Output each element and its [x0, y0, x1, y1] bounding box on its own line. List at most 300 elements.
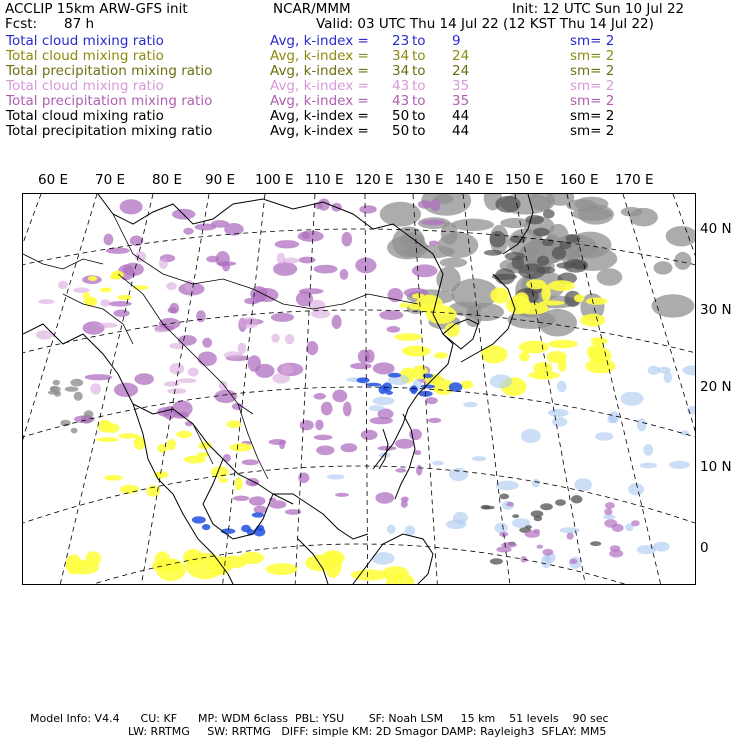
shading-cell [220, 556, 248, 569]
shading-cell [604, 519, 617, 528]
avg-kindex-label: Avg, k-index = [270, 63, 369, 79]
shading-cell [176, 431, 192, 438]
shading-cell [531, 510, 544, 517]
shading-cell [90, 383, 101, 394]
shading-cell [164, 381, 180, 386]
shading-cell [314, 435, 333, 441]
shading-cell [525, 530, 540, 537]
shading-cell [70, 560, 99, 574]
field-name: Total cloud mixing ratio [6, 108, 164, 124]
shading-cell [177, 378, 197, 383]
latitude-label: 20 N [700, 379, 732, 395]
shading-cell [392, 227, 425, 258]
shading-cell [494, 523, 508, 534]
shading-cell [373, 362, 395, 374]
shading-cell [366, 383, 381, 387]
shading-cell [74, 392, 83, 401]
shading-cell [548, 409, 569, 417]
shading-cell [100, 288, 112, 293]
shading-cell [441, 222, 458, 245]
shading-cell [540, 503, 553, 510]
shading-cell [184, 456, 206, 464]
field-name: Total precipitation mixing ratio [6, 123, 213, 139]
shading-cell [430, 199, 440, 211]
shading-cell [154, 327, 165, 333]
shading-cell [271, 313, 294, 322]
shading-cell [167, 439, 176, 450]
longitude-label: 70 E [95, 172, 125, 188]
shading-cell [548, 280, 575, 291]
shading-cell [687, 406, 695, 415]
shading-cell [343, 402, 352, 417]
shading-cell [105, 423, 119, 433]
shading-cell [537, 256, 549, 266]
shading-cell [541, 555, 551, 568]
shading-cell [71, 428, 78, 434]
shading-cell [574, 478, 592, 491]
shading-cell [449, 468, 468, 481]
shading-cell [38, 299, 54, 304]
field-name: Total cloud mixing ratio [6, 33, 164, 49]
k-index-to: 35 [452, 78, 470, 94]
shading-cell [428, 418, 441, 423]
shading-cell [388, 373, 401, 378]
model-info-line1: Model Info: V4.4 CU: KF MP: WDM 6class PBL: YSU SF: Noah LSM 15 km 51 levels 90 sec [30, 712, 609, 725]
shading-cell [432, 461, 444, 466]
shading-cell [202, 338, 212, 348]
shading-cell [597, 268, 623, 285]
shading-cell [610, 545, 621, 551]
shading-cell [518, 263, 545, 278]
shading-cell [425, 397, 438, 404]
shading-cell [202, 524, 210, 530]
shading-cell [412, 264, 438, 277]
shading-cell [559, 527, 579, 533]
shading-cell [521, 429, 541, 443]
shading-cell [240, 317, 259, 328]
shading-cell [109, 301, 132, 307]
k-index-to-label: to [412, 33, 426, 49]
shading-cell [515, 292, 529, 305]
shading-cell [272, 373, 290, 383]
legend-row [0, 64, 740, 79]
shading-cell [359, 205, 376, 213]
shading-cell [512, 514, 519, 518]
shading-cell [215, 390, 238, 403]
shading-cell [96, 437, 119, 442]
shading-cell [533, 228, 549, 237]
shading-cell [400, 303, 409, 308]
shading-cell [418, 200, 432, 209]
shading-cell [654, 261, 673, 274]
shading-cell [604, 508, 612, 515]
shading-cell [481, 505, 491, 510]
shading-cell [249, 496, 266, 505]
shading-cell [123, 263, 144, 276]
shading-cell [195, 224, 217, 231]
shading-cell [54, 391, 61, 397]
shading-cell [669, 461, 690, 469]
shading-cell [538, 309, 577, 337]
shading-cell [369, 405, 385, 411]
longitude-label: 130 E [405, 172, 444, 188]
k-index-to-label: to [412, 48, 426, 64]
shading-cell [169, 363, 184, 375]
shading-cell [607, 415, 617, 424]
shading-cell [525, 215, 544, 224]
shading-cell [379, 385, 387, 394]
shading-cell [543, 209, 555, 218]
k-index-from: 34 [392, 63, 410, 79]
shading-cell [666, 226, 695, 246]
shading-cell [271, 334, 279, 343]
shading-cell [395, 439, 414, 449]
shading-cell [490, 558, 503, 564]
shading-cell [451, 219, 494, 231]
shading-cell [567, 533, 574, 540]
shading-cell [340, 269, 349, 280]
shading-cell [387, 326, 401, 333]
shading-cell [570, 559, 578, 564]
shading-cell [571, 495, 582, 503]
shading-cell [219, 478, 228, 483]
shading-cell [152, 559, 182, 573]
k-index-to-label: to [412, 108, 426, 124]
avg-kindex-label: Avg, k-index = [270, 93, 369, 109]
shading-cell [484, 250, 502, 256]
shading-cell [335, 493, 349, 497]
k-index-from: 43 [392, 78, 410, 94]
shading-cell [299, 288, 324, 294]
shading-cell [445, 323, 460, 337]
shading-cell [440, 258, 467, 268]
shading-cell [373, 397, 395, 405]
shading-cell [252, 512, 264, 517]
shading-cell [640, 463, 657, 469]
avg-kindex-label: Avg, k-index = [270, 123, 369, 139]
org-label: NCAR/MMM [273, 1, 351, 17]
map-panel [22, 193, 696, 585]
model-title: ACCLIP 15km ARW-GFS init [5, 1, 188, 17]
legend-row [0, 79, 740, 94]
shading-cell [375, 492, 394, 504]
shading-cell [463, 402, 478, 407]
legend-row [0, 34, 740, 49]
longitude-label: 160 E [560, 172, 599, 188]
k-index-to: 9 [452, 33, 461, 49]
shading-cell [643, 444, 653, 456]
shading-cell [421, 220, 446, 226]
shading-cell [169, 343, 183, 349]
latitude-label: 30 N [700, 302, 732, 318]
shading-cell [426, 305, 456, 324]
shading-cell [266, 563, 298, 575]
field-name: Total cloud mixing ratio [6, 48, 164, 64]
shading-cell [466, 303, 504, 321]
shading-cell [590, 541, 601, 546]
shading-cell [429, 241, 439, 246]
shading-cell [120, 199, 143, 214]
longitude-label: 150 E [505, 172, 544, 188]
shading-cell [574, 294, 585, 302]
avg-kindex-label: Avg, k-index = [270, 33, 369, 49]
shading-cell [436, 267, 460, 293]
longitude-label: 170 E [615, 172, 654, 188]
shading-cell [505, 252, 525, 260]
avg-kindex-label: Avg, k-index = [270, 108, 369, 124]
shading-cell [166, 282, 177, 290]
shading-cell [269, 439, 287, 445]
shading-cell [226, 420, 241, 428]
k-index-to: 24 [452, 48, 470, 64]
field-name: Total cloud mixing ratio [6, 78, 164, 94]
shading-cell [495, 268, 516, 284]
legend-row [0, 109, 740, 124]
shading-cell [558, 358, 567, 372]
shading-cell [183, 549, 204, 566]
shading-cell [416, 465, 422, 476]
shading-cell [316, 446, 334, 456]
shading-cell [472, 456, 486, 461]
shading-cell [506, 502, 513, 507]
shading-cell [314, 265, 338, 274]
shading-cell [318, 199, 330, 211]
k-index-to-label: to [412, 123, 426, 139]
shading-cell [409, 387, 418, 393]
shading-cell [559, 241, 571, 249]
shading-cell [519, 341, 549, 354]
shading-cell [532, 479, 540, 488]
shading-cell [537, 545, 544, 549]
shading-cell [388, 288, 404, 302]
shading-cell [499, 494, 509, 500]
shading-cell [350, 363, 372, 369]
shading-cell [628, 483, 644, 495]
shading-cell [168, 307, 177, 313]
shading-cell [537, 369, 548, 378]
shading-cell [402, 346, 431, 357]
shading-cell [461, 380, 474, 389]
shading-cell [74, 415, 94, 423]
shading-cell [113, 271, 124, 279]
longitude-label: 140 E [455, 172, 494, 188]
shading-cell [70, 379, 83, 387]
k-index-from: 50 [392, 123, 410, 139]
shading-cell [395, 468, 406, 472]
shading-cell [332, 390, 347, 403]
shading-cell [572, 207, 612, 220]
k-index-from: 43 [392, 93, 410, 109]
smoothing-value: sm= 2 [570, 123, 615, 139]
map-plot [23, 194, 695, 584]
latitude-label: 40 N [700, 221, 732, 237]
shading-cell [542, 549, 553, 556]
shading-cell [120, 485, 139, 494]
legend-row [0, 49, 740, 64]
shading-cell [298, 473, 309, 484]
k-index-to: 24 [452, 63, 470, 79]
shading-cell [401, 497, 409, 503]
smoothing-value: sm= 2 [570, 33, 615, 49]
longitude-label: 60 E [38, 172, 68, 188]
shading-cell [541, 285, 550, 302]
shading-cell [65, 387, 79, 392]
shading-cell [586, 359, 616, 374]
shading-cell [306, 341, 318, 355]
longitude-label: 110 E [305, 172, 344, 188]
k-index-from: 50 [392, 108, 410, 124]
shading-cell [224, 223, 244, 236]
shading-cell [188, 368, 199, 377]
shading-cell [299, 257, 316, 264]
shading-cell [548, 340, 577, 348]
meridian-line [365, 194, 368, 584]
fcst-label: Fcst: [5, 16, 38, 32]
shading-cell [630, 208, 658, 227]
shading-cell [327, 474, 345, 479]
shading-cell [421, 385, 435, 389]
legend-row [0, 94, 740, 109]
shading-cell [637, 418, 647, 431]
shading-cell [275, 240, 300, 248]
smoothing-value: sm= 2 [570, 78, 615, 94]
shading-cell [250, 286, 267, 302]
shading-cell [206, 256, 219, 263]
shading-cell [595, 432, 613, 441]
shading-cell [98, 323, 118, 328]
k-index-to-label: to [412, 78, 426, 94]
shading-cell [631, 520, 640, 526]
smoothing-value: sm= 2 [570, 108, 615, 124]
k-index-from: 34 [392, 48, 410, 64]
shading-cell [85, 374, 113, 380]
shading-cell [183, 228, 193, 235]
shading-cell [104, 475, 123, 481]
shading-cell [580, 314, 605, 327]
shading-cell [118, 433, 138, 438]
shading-cell [434, 352, 448, 358]
shading-cell [277, 253, 285, 265]
shading-cell [53, 380, 60, 386]
shading-cell [321, 402, 333, 416]
legend-row [0, 124, 740, 139]
shading-cell [591, 337, 608, 345]
shading-cell [453, 512, 468, 524]
shading-cell [379, 310, 403, 320]
shading-cell [552, 417, 567, 427]
shading-cell [58, 281, 68, 289]
shading-cell [341, 443, 358, 452]
k-index-to-label: to [412, 63, 426, 79]
shading-cell [196, 310, 206, 322]
shading-cell [241, 525, 251, 533]
model-info-line2: LW: RRTMG SW: RRTMG DIFF: simple KM: 2D Smagor DAMP: Rayleigh3 SFLAY: MM5 [128, 725, 607, 738]
shading-cell [621, 392, 644, 406]
shading-cell [216, 261, 236, 266]
shading-cell [305, 555, 336, 572]
shading-cell [309, 300, 326, 311]
shading-cell [248, 355, 261, 372]
shading-cell [357, 377, 370, 383]
shading-cell [113, 310, 129, 317]
shading-cell [490, 288, 509, 304]
shading-cell [192, 516, 206, 523]
shading-cell [273, 262, 297, 276]
init-time: Init: 12 UTC Sun 10 Jul 22 [512, 1, 685, 17]
shading-cell [230, 443, 253, 451]
shading-cell [300, 420, 314, 430]
k-index-to: 44 [452, 123, 470, 139]
shading-cell [83, 292, 90, 299]
field-name: Total precipitation mixing ratio [6, 93, 213, 109]
shading-cell [395, 333, 423, 341]
shading-cell [269, 500, 286, 508]
shading-cell [342, 232, 353, 247]
shading-cell [557, 381, 567, 392]
shading-cell [281, 364, 294, 374]
shading-cell [586, 298, 608, 305]
shading-cell [651, 294, 694, 317]
shading-cell [167, 388, 186, 394]
shading-cell [605, 502, 615, 509]
shading-cell [117, 295, 132, 300]
meridian-line [23, 194, 41, 584]
latitude-label: 10 N [700, 459, 732, 475]
shading-cell [135, 373, 154, 385]
longitude-label: 120 E [355, 172, 394, 188]
shading-cell [314, 393, 326, 400]
smoothing-value: sm= 2 [570, 48, 615, 64]
shading-cell [88, 276, 97, 281]
latitude-label: 0 [700, 540, 709, 556]
shading-cell [254, 506, 267, 514]
longitude-label: 90 E [205, 172, 235, 188]
shading-cell [100, 299, 110, 306]
valid-time: Valid: 03 UTC Thu 14 Jul 22 (12 KST Thu 14 Jul 22) [316, 16, 654, 32]
k-index-to: 44 [452, 108, 470, 124]
shading-cell [302, 232, 311, 239]
shading-cell [648, 366, 660, 375]
smoothing-value: sm= 2 [570, 63, 615, 79]
shading-cell [283, 258, 299, 264]
shading-cell [490, 375, 513, 389]
shading-cell [490, 231, 506, 248]
shading-cell [361, 430, 378, 440]
avg-kindex-label: Avg, k-index = [270, 78, 369, 94]
shading-cell [224, 351, 243, 358]
k-index-to-label: to [412, 93, 426, 109]
k-index-to: 35 [452, 93, 470, 109]
latitude-line [23, 466, 695, 530]
shading-cell [387, 525, 396, 534]
shading-cell [556, 262, 576, 269]
shading-cell [159, 258, 168, 269]
shading-cell [104, 234, 114, 246]
shading-cell [198, 352, 217, 367]
shading-cell [315, 420, 323, 431]
fcst-value: 87 h [64, 16, 95, 32]
shading-cell [298, 231, 324, 242]
shading-cell [332, 315, 342, 329]
shading-cell [519, 352, 530, 362]
longitude-label: 80 E [152, 172, 182, 188]
field-name: Total precipitation mixing ratio [6, 63, 213, 79]
shading-cell [682, 365, 695, 375]
shading-cell [233, 496, 249, 501]
shading-cell [501, 542, 517, 547]
shading-cell [285, 334, 295, 344]
avg-kindex-label: Avg, k-index = [270, 48, 369, 64]
